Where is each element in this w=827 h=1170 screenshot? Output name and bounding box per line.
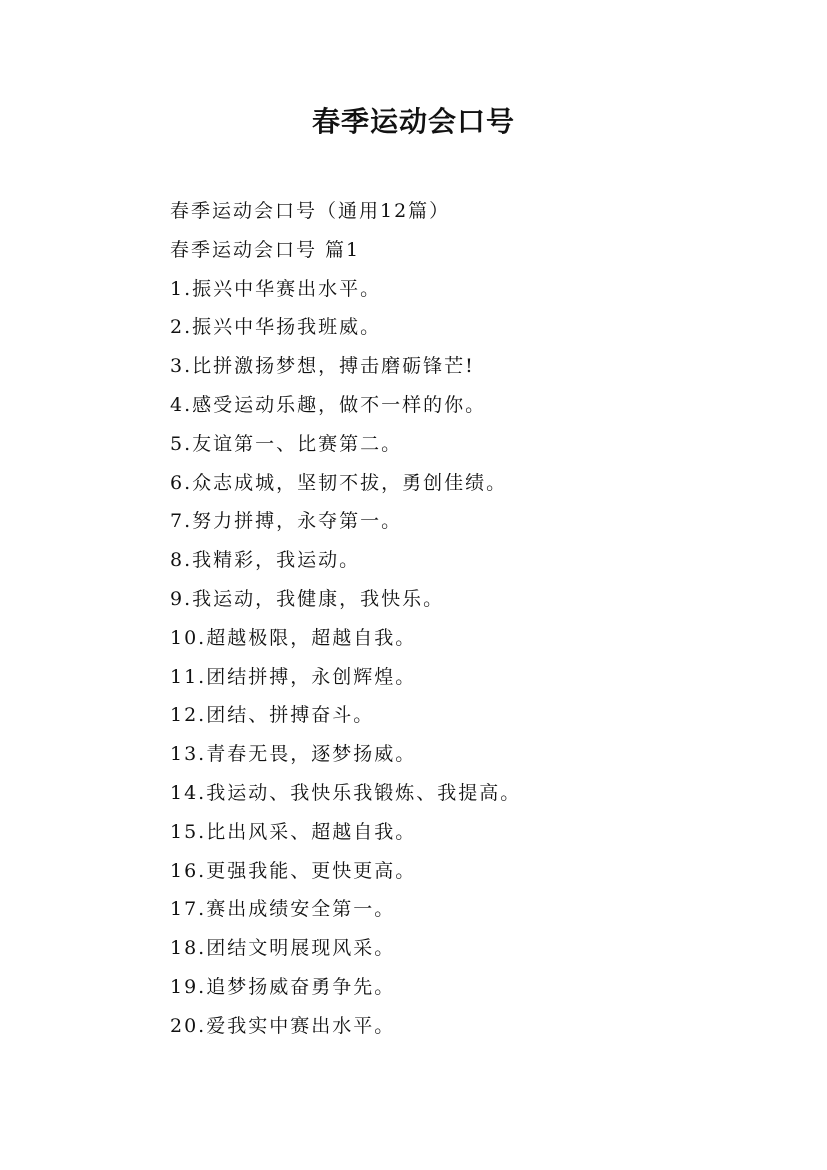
slogan-item: 5.友谊第一、比赛第二。 [170,432,403,455]
document-body [170,196,770,1050]
slogan-item: 12.团结、拼搏奋斗。 [170,704,375,727]
slogan-item: 10.超越极限，超越自我。 [170,626,417,649]
slogan-item: 16.更强我能、更快更高。 [170,859,417,882]
slogan-item: 18.团结文明展现风采。 [170,937,396,960]
slogan-item: 6.众志成城，坚韧不拔，勇创佳绩。 [170,471,508,494]
slogan-item: 8.我精彩，我运动。 [170,549,361,572]
slogan-item: 1.振兴中华赛出水平。 [170,277,382,300]
slogan-item: 20.爱我实中赛出水平。 [170,1014,396,1037]
section-heading: 春季运动会口号 篇1 [170,238,361,261]
slogan-item: 19.追梦扬威奋勇争先。 [170,975,396,998]
slogan-item: 11.团结拼搏，永创辉煌。 [170,665,417,688]
slogan-item: 14.我运动、我快乐我锻炼、我提高。 [170,781,522,804]
slogan-item: 13.青春无畏，逐梦扬威。 [170,743,417,766]
slogan-item: 2.振兴中华扬我班威。 [170,316,382,339]
document-subtitle: 春季运动会口号（通用12篇） [170,200,451,222]
slogan-item: 4.感受运动乐趣，做不一样的你。 [170,393,487,416]
slogan-item: 9.我运动，我健康，我快乐。 [170,587,445,610]
slogan-item: 7.努力拼搏，永夺第一。 [170,510,403,533]
slogan-item: 15.比出风采、超越自我。 [170,820,417,843]
slogan-item: 3.比拼激扬梦想，搏击磨砺锋芒! [170,355,475,378]
document-title: 春季运动会口号 [311,105,515,138]
slogan-item: 17.赛出成绩安全第一。 [170,898,396,921]
